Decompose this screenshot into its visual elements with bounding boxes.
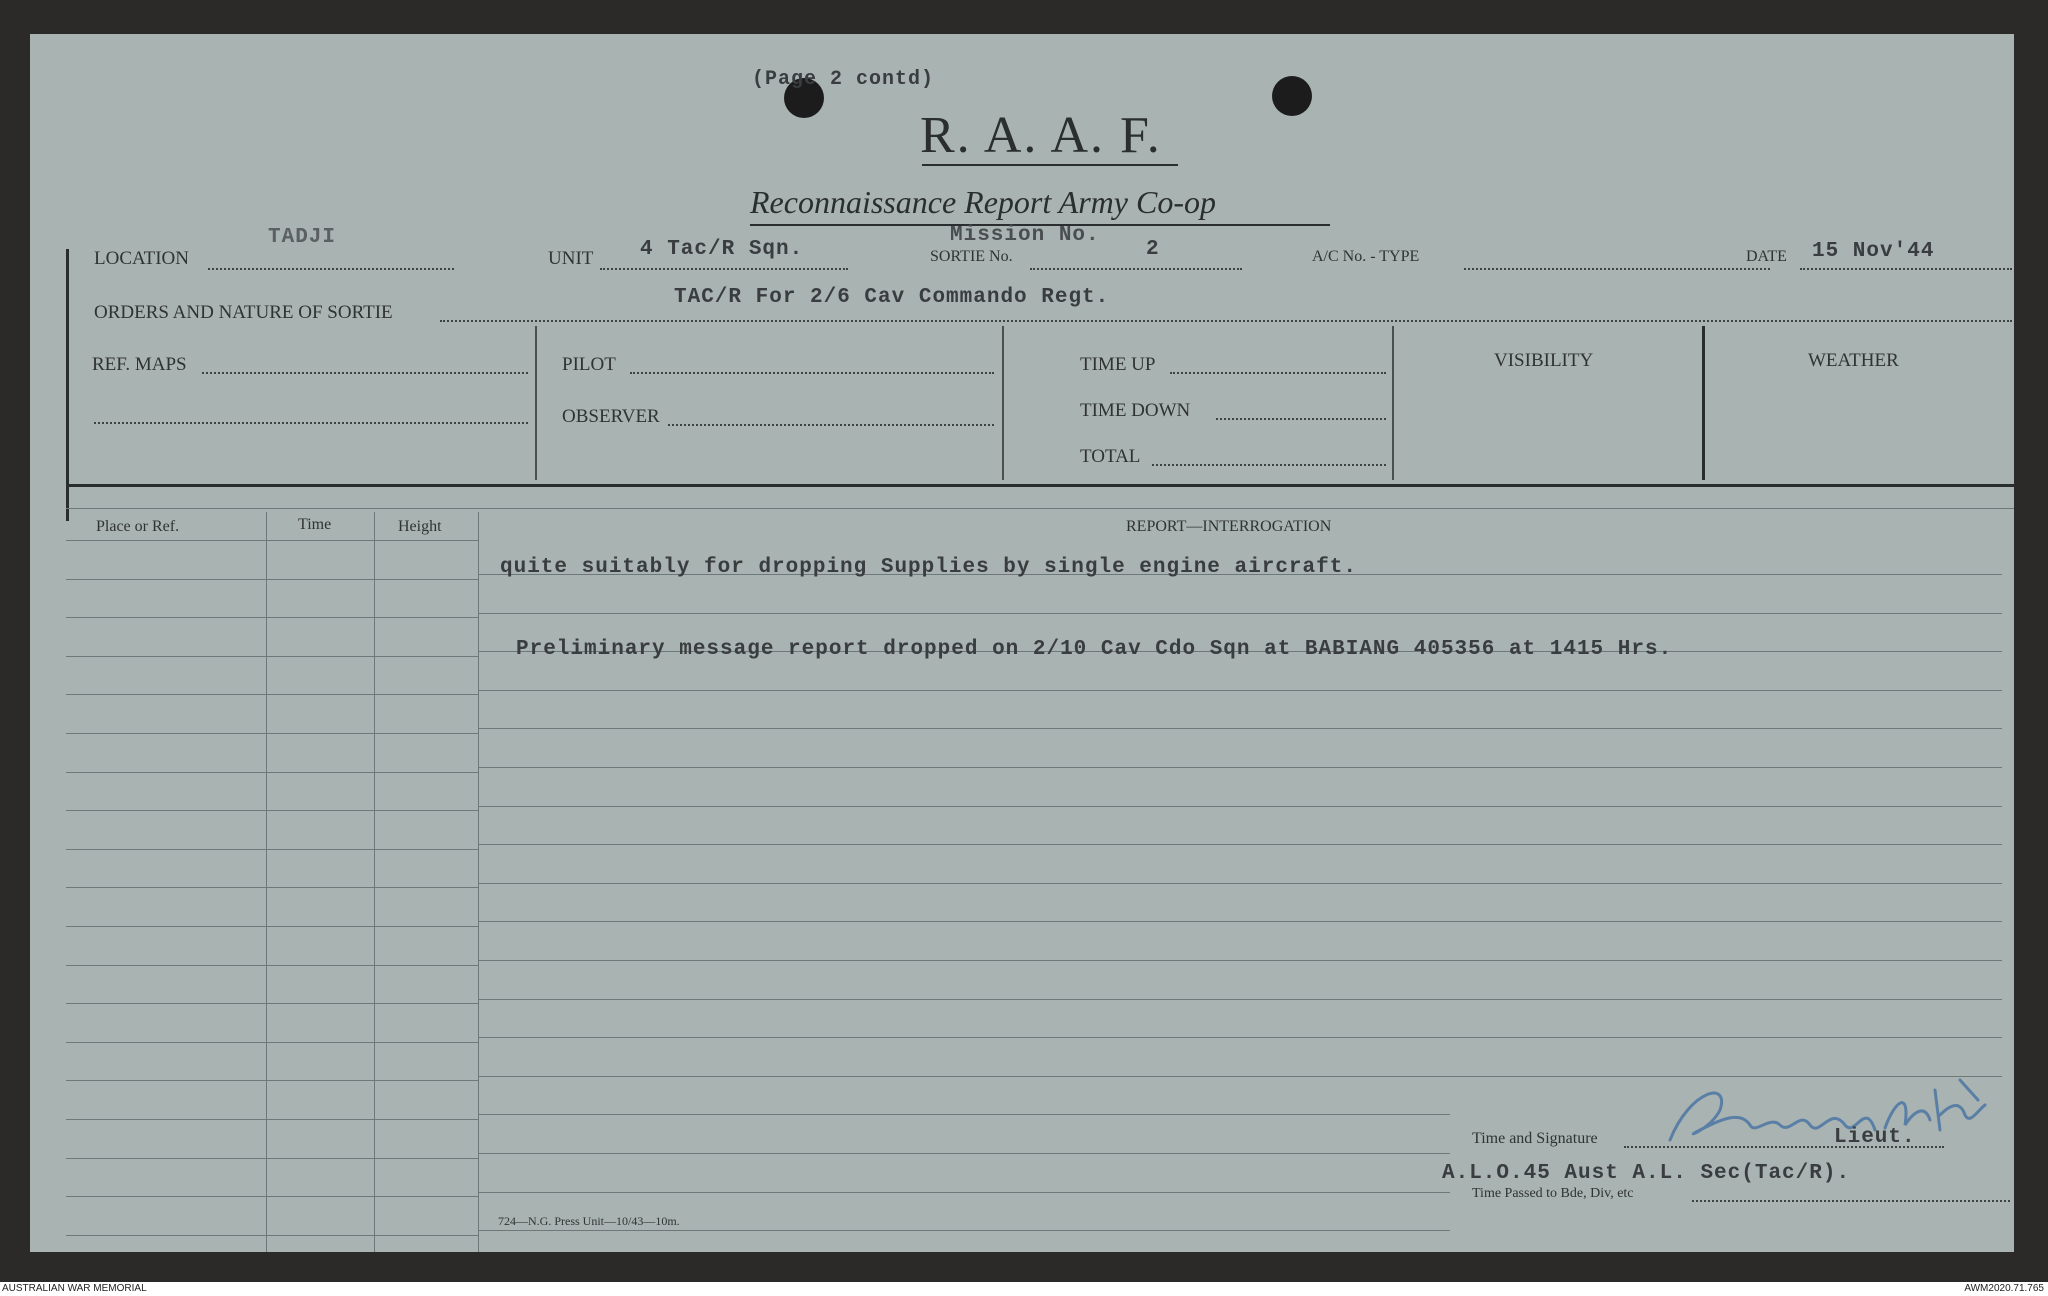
ruled-line-report xyxy=(478,728,2002,729)
table-col-line-3 xyxy=(478,512,479,1252)
total-label: TOTAL xyxy=(1080,446,1141,467)
ruled-line-left xyxy=(66,617,478,618)
ruled-line-report xyxy=(478,883,2002,884)
col-place-header: Place or Ref. xyxy=(96,518,180,535)
ruled-line-report xyxy=(478,1230,1450,1231)
pilot-line xyxy=(630,372,994,374)
ruled-line-report xyxy=(478,960,2002,961)
box-left-border xyxy=(66,249,69,521)
ruled-line-report xyxy=(478,767,2002,768)
ruled-line-left xyxy=(66,1119,478,1120)
location-value: TADJI xyxy=(268,226,337,249)
pilot-label: PILOT xyxy=(562,354,616,375)
ruled-line-left xyxy=(66,772,478,773)
divider-2 xyxy=(1002,326,1004,480)
ruled-line-report xyxy=(478,613,2002,614)
ruled-line-report xyxy=(478,806,2002,807)
ruled-line-report xyxy=(478,690,2002,691)
observer-label: OBSERVER xyxy=(562,406,660,427)
ruled-line-left xyxy=(66,656,478,657)
alo-line: A.L.O.45 Aust A.L. Sec(Tac/R). xyxy=(1442,1162,1851,1185)
time-passed-line xyxy=(1692,1200,2010,1202)
footer-right: AWM2020.71.765 xyxy=(1964,1283,2044,1294)
time-signature-label: Time and Signature xyxy=(1472,1130,1598,1147)
ruled-line-report xyxy=(478,1192,1450,1193)
ruled-line-report xyxy=(478,1037,2002,1038)
date-value: 15 Nov'44 xyxy=(1812,240,1935,263)
ruled-line-left xyxy=(66,1158,478,1159)
col-report-header: REPORT—INTERROGATION xyxy=(1126,518,1332,535)
rank: Lieut. xyxy=(1834,1126,1916,1149)
ruled-line-left xyxy=(66,579,478,580)
table-col-line-1 xyxy=(266,512,267,1252)
divider-4 xyxy=(1702,326,1705,480)
observer-line xyxy=(668,424,994,426)
title-underline xyxy=(922,164,1178,166)
ref-maps-label: REF. MAPS xyxy=(92,354,187,375)
ruled-line-left xyxy=(66,1003,478,1004)
col-height-header: Height xyxy=(398,518,442,535)
ruled-line-left xyxy=(66,926,478,927)
sortie-value: 2 xyxy=(1146,238,1160,261)
mission-no: Mission No. xyxy=(950,224,1100,247)
date-label: DATE xyxy=(1746,248,1787,265)
unit-line xyxy=(600,268,848,270)
ruled-line-report xyxy=(478,1153,1450,1154)
printer-note: 724—N.G. Press Unit—10/43—10m. xyxy=(498,1214,680,1228)
sortie-label: SORTIE No. xyxy=(930,248,1013,265)
col-time-header: Time xyxy=(298,516,332,533)
form-subtitle: Reconnaissance Report Army Co-op xyxy=(750,184,1216,220)
table-col-line-2 xyxy=(374,512,375,1252)
handwritten-signature xyxy=(1660,1070,1990,1165)
ruled-line-report xyxy=(478,1114,1450,1115)
orders-value: TAC/R For 2/6 Cav Commando Regt. xyxy=(674,286,1110,309)
ruled-line-report xyxy=(478,921,2002,922)
time-passed-label: Time Passed to Bde, Div, etc xyxy=(1472,1186,1634,1201)
time-down-label: TIME DOWN xyxy=(1080,400,1191,421)
location-label: LOCATION xyxy=(94,248,189,269)
footer-left: AUSTRALIAN WAR MEMORIAL xyxy=(2,1283,147,1294)
sortie-line xyxy=(1030,268,1242,270)
ruled-line-left xyxy=(66,1042,478,1043)
divider-3 xyxy=(1392,326,1394,480)
report-form xyxy=(30,34,2014,1252)
ruled-line-left xyxy=(66,1235,478,1236)
ref-maps-line-2 xyxy=(94,422,528,424)
orders-line xyxy=(440,320,2012,322)
report-line-1: quite suitably for dropping Supplies by single engine aircraft. xyxy=(500,556,1357,579)
table-top-line xyxy=(66,508,2014,509)
ac-type-label: A/C No. - TYPE xyxy=(1312,248,1420,265)
time-up-label: TIME UP xyxy=(1080,354,1156,375)
unit-label: UNIT xyxy=(548,248,594,269)
form-title: R. A. A. F. xyxy=(920,107,1162,164)
visibility-label: VISIBILITY xyxy=(1494,350,1594,371)
time-up-line xyxy=(1170,372,1386,374)
page-continued-note: (Page 2 contd) xyxy=(752,68,935,91)
ruled-line-left xyxy=(66,540,478,541)
ruled-line-left xyxy=(66,849,478,850)
divider-1 xyxy=(535,326,537,480)
report-line-2: Preliminary message report dropped on 2/10 Cav Cdo Sqn at BABIANG 405356 at 1415 Hrs. xyxy=(516,638,1673,661)
ref-maps-line-1 xyxy=(202,372,528,374)
ruled-line-left xyxy=(66,1080,478,1081)
punch-hole-right xyxy=(1272,76,1312,116)
ruled-line-report xyxy=(478,844,2002,845)
ruled-line-left xyxy=(66,1196,478,1197)
location-line xyxy=(208,268,454,270)
ruled-line-left xyxy=(66,887,478,888)
ruled-line-left xyxy=(66,810,478,811)
orders-label: ORDERS AND NATURE OF SORTIE xyxy=(94,302,393,323)
ruled-line-left xyxy=(66,694,478,695)
ruled-line-report xyxy=(478,999,2002,1000)
ac-type-line xyxy=(1464,268,1770,270)
weather-label: WEATHER xyxy=(1808,350,1899,371)
total-line xyxy=(1152,464,1386,466)
box-bottom-border xyxy=(66,484,2014,487)
ruled-line-left xyxy=(66,733,478,734)
unit-value: 4 Tac/R Sqn. xyxy=(640,238,804,261)
date-line xyxy=(1800,268,2012,270)
time-down-line xyxy=(1216,418,1386,420)
ruled-line-left xyxy=(66,965,478,966)
